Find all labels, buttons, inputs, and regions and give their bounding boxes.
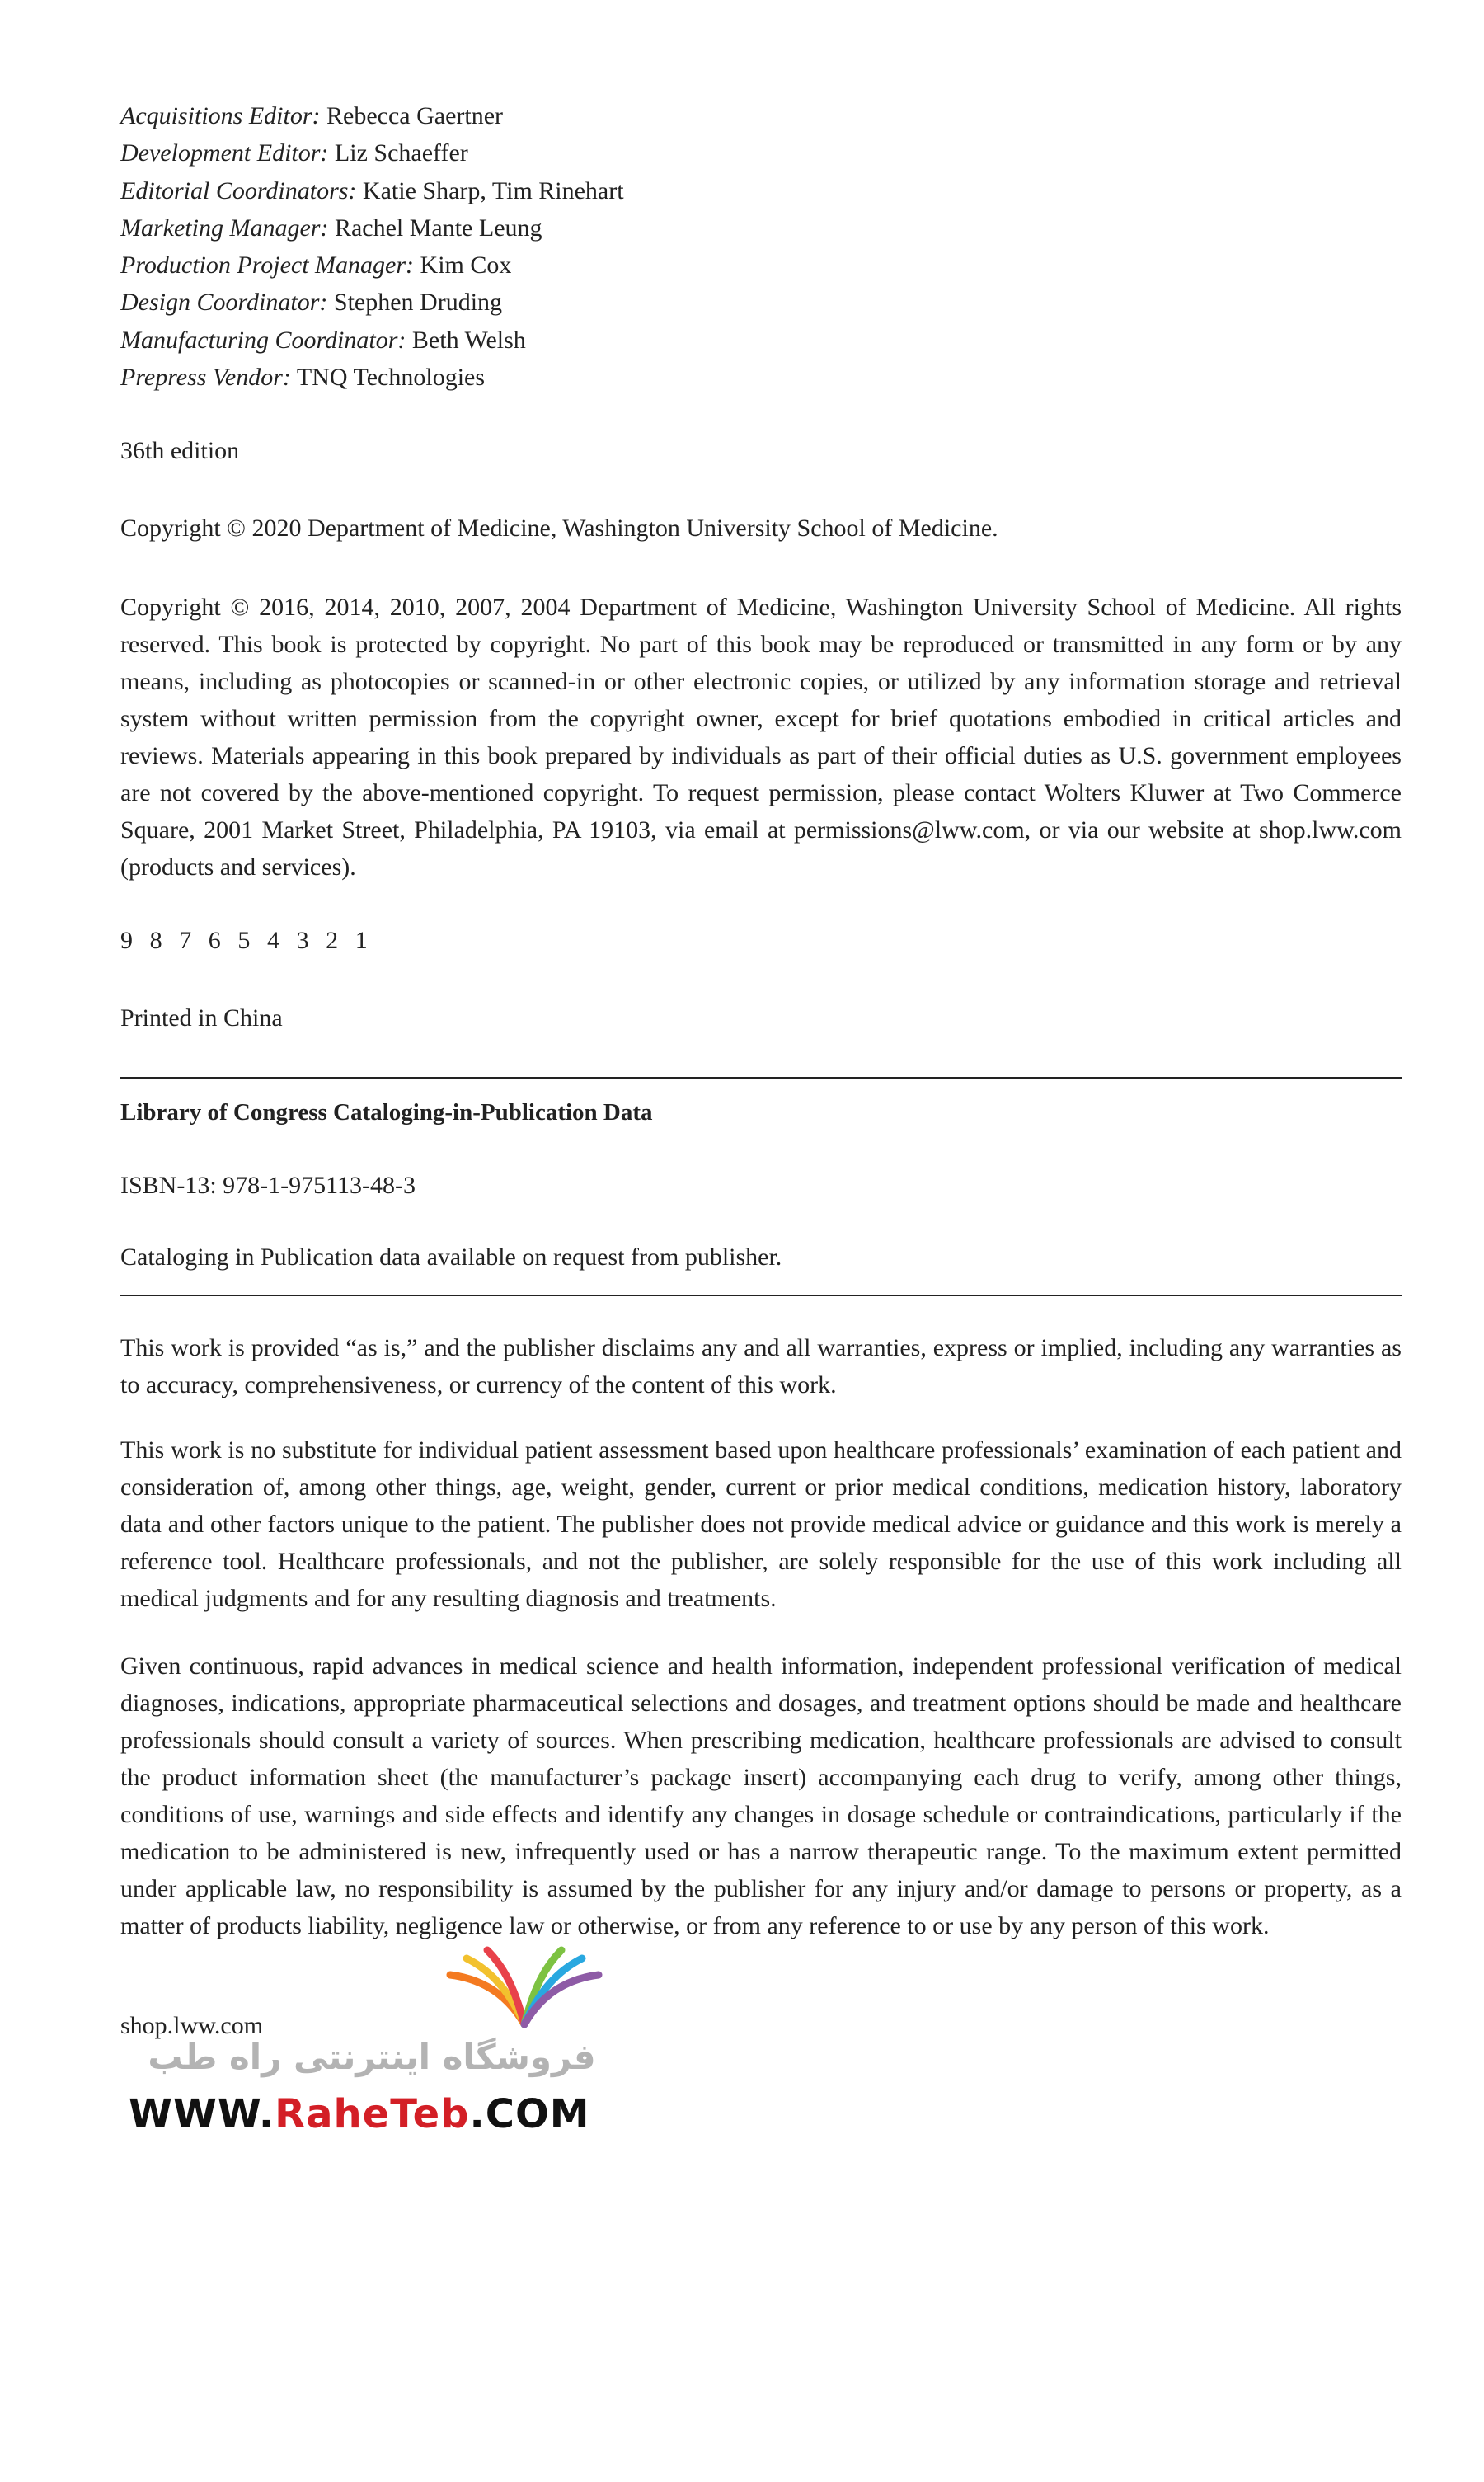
credit-role: Prepress Vendor: — [120, 364, 291, 392]
printed-in: Printed in China — [120, 1004, 283, 1032]
credit-name: Liz Schaeffer — [334, 139, 468, 167]
credit-name: Rachel Mante Leung — [334, 214, 542, 242]
copyright-notice: Copyright © 2016, 2014, 2010, 2007, 2004 Department of Medicine, Washington University School of Medicine. All rights reserved. This book is protected by copyright. No part of this book may be reproduced or transmitted in any form or by any means, including as photocopies or scanned-in or other electronic copies, or utilized by any information storage and retrieval system without written permission from the copyright owner, except for brief quotations embodied in critical articles and reviews. Materials appearing in this book prepared by individuals as part of their official duties as U.S. government employees are not covered by the above-mentioned copyright. To request permission, please contact Wolters Kluwer at Two Commerce Square, 2001 Market Street, Philadelphia, PA 19103, via email at permissions@lww.com, or via our website at shop.lww.com (products and services). — [120, 594, 1402, 881]
print-number: 2 — [326, 927, 339, 954]
credit-line — [120, 172, 1402, 209]
credit-line — [120, 284, 1402, 321]
copyright-2020: Copyright © 2020 Department of Medicine, Washington University School of Medicine. — [120, 515, 998, 542]
credit-name: Beth Welsh — [411, 326, 526, 354]
credit-name: TNQ Technologies — [296, 364, 486, 392]
credit-line — [120, 97, 1402, 134]
watermark-url-prefix: WWW. — [129, 2091, 275, 2137]
credit-line — [120, 359, 1402, 396]
print-number: 5 — [237, 927, 251, 954]
credit-line — [120, 322, 1402, 359]
print-line-numbers — [120, 927, 384, 955]
disclaimer-verification: Given continuous, rapid advances in medical science and health information, independent professional verification of medical diagnoses, indications, appropriate pharmaceutical selections and dosages, and treatment options should be made and healthcare professionals should consult a variety of sources. When prescribing medication, healthcare professionals are advised to consult the product information sheet (the manufacturer’s package insert) accompanying each drug to verify, among other things, conditions of use, warnings and side effects and identify any changes in dosage schedule or contraindications, particularly if the medication to be administered is new, infrequently used or has a narrow therapeutic range. To the maximum extent permitted under applicable law, no responsibility is assumed by the publisher for any injury and/or damage to persons or property, as a matter of products liability, negligence law or otherwise, or from any reference to or use by any person of this work. — [120, 1652, 1402, 1939]
edition: 36th edition — [120, 437, 240, 464]
credit-role: Production Project Manager: — [120, 251, 415, 280]
credit-name: Stephen Druding — [333, 289, 503, 317]
watermark-url-suffix: .COM — [469, 2091, 590, 2137]
print-number: 8 — [149, 927, 162, 954]
print-number: 1 — [355, 927, 368, 954]
credit-line — [120, 134, 1402, 172]
credit-name: Kim Cox — [420, 251, 512, 280]
disclaimer-warranty: This work is provided “as is,” and the publisher disclaims any and all warranties, express or implied, including any warranties as to accuracy, comprehensiveness, or currency of the content of this work. — [120, 1334, 1402, 1398]
copyright-page — [120, 97, 1402, 2039]
print-number: 6 — [208, 927, 221, 954]
credits-list — [120, 97, 1402, 396]
isbn: ISBN-13: 978-1-975113-48-3 — [120, 1172, 416, 1199]
print-number: 3 — [296, 927, 309, 954]
credit-name: Rebecca Gaertner — [326, 102, 504, 129]
watermark — [120, 1946, 632, 2144]
divider-top — [120, 1077, 1402, 1079]
credit-line — [120, 247, 1402, 284]
disclaimer-assessment: This work is no substitute for individual patient assessment based upon healthcare professionals’ examination of each patient and consideration of, among other things, age, weight, gender, current or prior medical conditions, medication history, laboratory data and other factors unique to the patient. The publisher does not provide medical advice or guidance and this work is merely a reference tool. Healthcare professionals, and not the publisher, are solely responsible for the use of this work including all medical judgments and for any resulting diagnosis and treatments. — [120, 1436, 1402, 1612]
cip-availability: Cataloging in Publication data available on request from publisher. — [120, 1243, 782, 1271]
credit-role: Manufacturing Coordinator: — [120, 326, 406, 354]
credit-role: Design Coordinator: — [120, 289, 328, 317]
print-number: 7 — [179, 927, 192, 954]
credit-role: Development Editor: — [120, 139, 329, 167]
cip-title: Library of Congress Cataloging-in-Publication Data — [120, 1099, 653, 1126]
website-link[interactable]: shop.lww.com — [120, 2012, 264, 2039]
credit-line — [120, 209, 1402, 247]
print-number: 4 — [266, 927, 279, 954]
watermark-persian-text: فروشگاه اینترنتی راه طب — [148, 2037, 596, 2077]
watermark-url-brand: RaheTeb — [275, 2091, 470, 2137]
credit-name: Katie Sharp, Tim Rinehart — [362, 176, 624, 204]
credit-role: Editorial Coordinators: — [120, 176, 357, 204]
divider-bottom — [120, 1295, 1402, 1296]
watermark-url[interactable] — [129, 2091, 623, 2137]
book-logo-icon — [442, 1946, 607, 2028]
credit-role: Marketing Manager: — [120, 214, 329, 242]
print-number: 9 — [120, 927, 133, 954]
credit-role: Acquisitions Editor: — [120, 102, 321, 129]
